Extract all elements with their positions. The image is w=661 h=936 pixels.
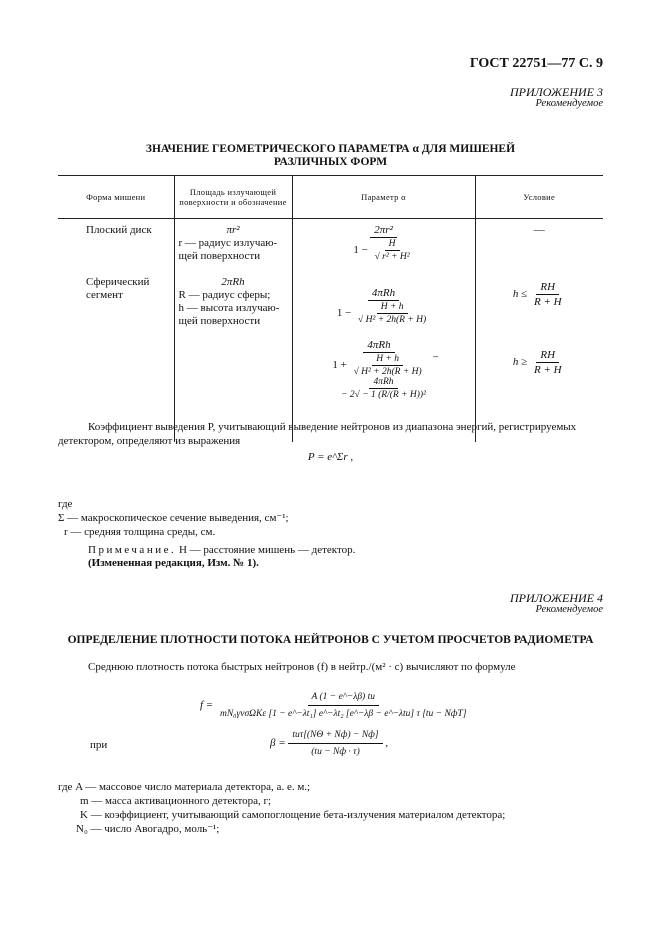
where-label: где: [58, 498, 73, 510]
appendix-4-label: [510, 592, 603, 616]
table-row: [58, 271, 603, 442]
shape-cell: Сферический сегмент: [86, 276, 150, 301]
condition-fraction: [530, 349, 566, 376]
section-2-title: ОПРЕДЕЛЕНИЕ ПЛОТНОСТИ ПОТОКА НЕЙТРОНОВ С УЧЕТОМ ПРОСЧЕТОВ РАДИОМЕТРА: [67, 634, 594, 646]
area-description: r — радиус излучаю-щей поверхности: [178, 237, 278, 262]
table-row: [58, 219, 603, 272]
area-formula: πr²: [226, 224, 240, 236]
geometry-parameter-table: [58, 175, 603, 442]
formula-denominator: (tи − Nф · τ): [311, 747, 360, 757]
area-cell: [174, 219, 292, 272]
alpha-formula-segment-2: [328, 339, 429, 377]
formula-p: P = e^Σr ,: [307, 451, 354, 463]
definition-sigma: Σ — макроскопическое сечение выведения, см⁻¹;: [58, 512, 289, 524]
inner-numerator: H: [385, 239, 400, 251]
alpha-formula-disk: [349, 224, 417, 262]
formula-numerator: 2πr²: [370, 224, 397, 238]
inner-denominator: √ r² + H²: [374, 252, 410, 262]
alpha-formula-segment-3: [337, 377, 430, 400]
formula-beta: [270, 728, 388, 759]
alpha-formula-segment-1: [333, 287, 434, 325]
formula-numerator: 4πRh: [363, 339, 394, 353]
formula-numerator: tиτ[(NΘ + Nф) − Nф]: [288, 728, 382, 744]
parameter-cell: [292, 271, 475, 442]
formula-denominator: − 2√ − 1 (R/(R + H))²: [341, 390, 426, 400]
appendix-4-title: ПРИЛОЖЕНИЕ 4: [510, 591, 603, 605]
paragraph-flux: Среднюю плотность потока быстрых нейтронов (f) в нейтр./(м² · с) вычисляют по формуле: [88, 661, 516, 673]
parameter-cell: [292, 219, 475, 272]
edit-note: (Измененная редакция, Изм. № 1).: [88, 557, 259, 569]
table-header-cell: Площадь излучающей поверхности и обозначение: [174, 176, 292, 219]
formula-minus: −: [432, 351, 439, 364]
shape-cell: Плоский диск: [86, 224, 152, 236]
definition-item: N₀ — число Авогадро, моль⁻¹;: [76, 823, 220, 835]
inner-numerator: H + h: [372, 354, 403, 366]
formula-fraction: [288, 728, 382, 759]
appendix-4-subtitle: Рекомендуемое: [535, 604, 603, 615]
formula-denominator: mN₀γνσΩKε [1 − e^−λt₁] e^−λt₂ [e^−λβ − e^−λtи] τ [tи − NфT]: [219, 709, 467, 719]
inner-fraction: [371, 239, 414, 262]
appendix-3-label: [510, 86, 603, 110]
formula-prefix: 1 −: [353, 244, 368, 257]
note-text: H — расстояние мишень — детектор.: [178, 544, 356, 556]
formula-denominator: [349, 238, 417, 262]
definition-item: где A — массовое число материала детектора, а. е. м.;: [58, 781, 311, 793]
paragraph-coefficient: Коэффициент выведения P, учитывающий выведение нейтронов из диапазона энергий, регистрируемых детектором, определяют из выражения: [58, 421, 577, 447]
condition-numerator: RH: [536, 349, 559, 363]
definitions-list: [58, 780, 603, 836]
section-1-title-line2: РАЗЛИЧНЫХ ФОРМ: [273, 156, 388, 168]
formula-numerator: A (1 − e^−λβ) tи: [308, 690, 380, 706]
note: [88, 543, 633, 557]
formula-prefix: 1 +: [332, 359, 347, 372]
definition-item: K — коэффициент, учитывающий самопоглощение бета-излучения материалом детектора;: [80, 809, 506, 821]
formula-f: [200, 690, 620, 721]
formula-lhs: β =: [270, 737, 286, 750]
condition-fraction: [530, 281, 566, 308]
formula-tail: ,: [385, 737, 389, 750]
inner-denominator: √ H² + 2h(R + H): [358, 315, 427, 325]
area-formula: 2πRh: [221, 276, 245, 288]
condition-cell: [475, 271, 603, 442]
table-header-cell: Форма мишени: [58, 176, 174, 219]
area-cell: [174, 271, 292, 442]
definition-item: m — масса активационного детектора, г;: [80, 795, 272, 807]
table-header-row: [58, 176, 603, 219]
area-description: R — радиус сферы;: [178, 289, 271, 301]
formula-denominator: [328, 353, 429, 377]
table-header-cell: Параметр α: [292, 176, 475, 219]
appendix-3-title: ПРИЛОЖЕНИЕ 3: [510, 85, 603, 99]
inner-numerator: H + h: [377, 302, 408, 314]
condition-denominator: R + H: [533, 296, 562, 308]
formula-denominator: [333, 301, 434, 325]
table-header-cell: Условие: [475, 176, 603, 219]
condition-cell: —: [475, 219, 603, 272]
pri-label: при: [90, 739, 108, 751]
note-label: Примечание.: [88, 544, 177, 556]
appendix-3-subtitle: Рекомендуемое: [535, 98, 603, 109]
section-1-title: [0, 143, 661, 169]
condition-left: h ≤: [512, 288, 528, 301]
formula-fraction: [216, 690, 471, 721]
condition-left: h ≥: [512, 356, 528, 369]
formula-numerator: 4πRh: [368, 287, 399, 301]
formula-prefix: 1 −: [336, 307, 352, 320]
formula-numerator: 4πRh: [369, 377, 397, 389]
page-header-code: ГОСТ 22751—77 С. 9: [469, 56, 603, 71]
inner-denominator: √ H² + 2h(R + H): [353, 367, 422, 377]
inner-fraction: [354, 302, 430, 325]
definition-r: r — средняя толщина среды, см.: [64, 526, 216, 538]
area-description: h — высота излучаю-щей поверхности: [178, 302, 280, 327]
section-1-title-line1: ЗНАЧЕНИЕ ГЕОМЕТРИЧЕСКОГО ПАРАМЕТРА α ДЛЯ МИШЕНЕЙ: [145, 143, 516, 155]
formula-lhs: f =: [200, 699, 214, 712]
condition-denominator: R + H: [533, 364, 562, 376]
inner-fraction: [350, 354, 426, 377]
condition-numerator: RH: [536, 281, 559, 295]
